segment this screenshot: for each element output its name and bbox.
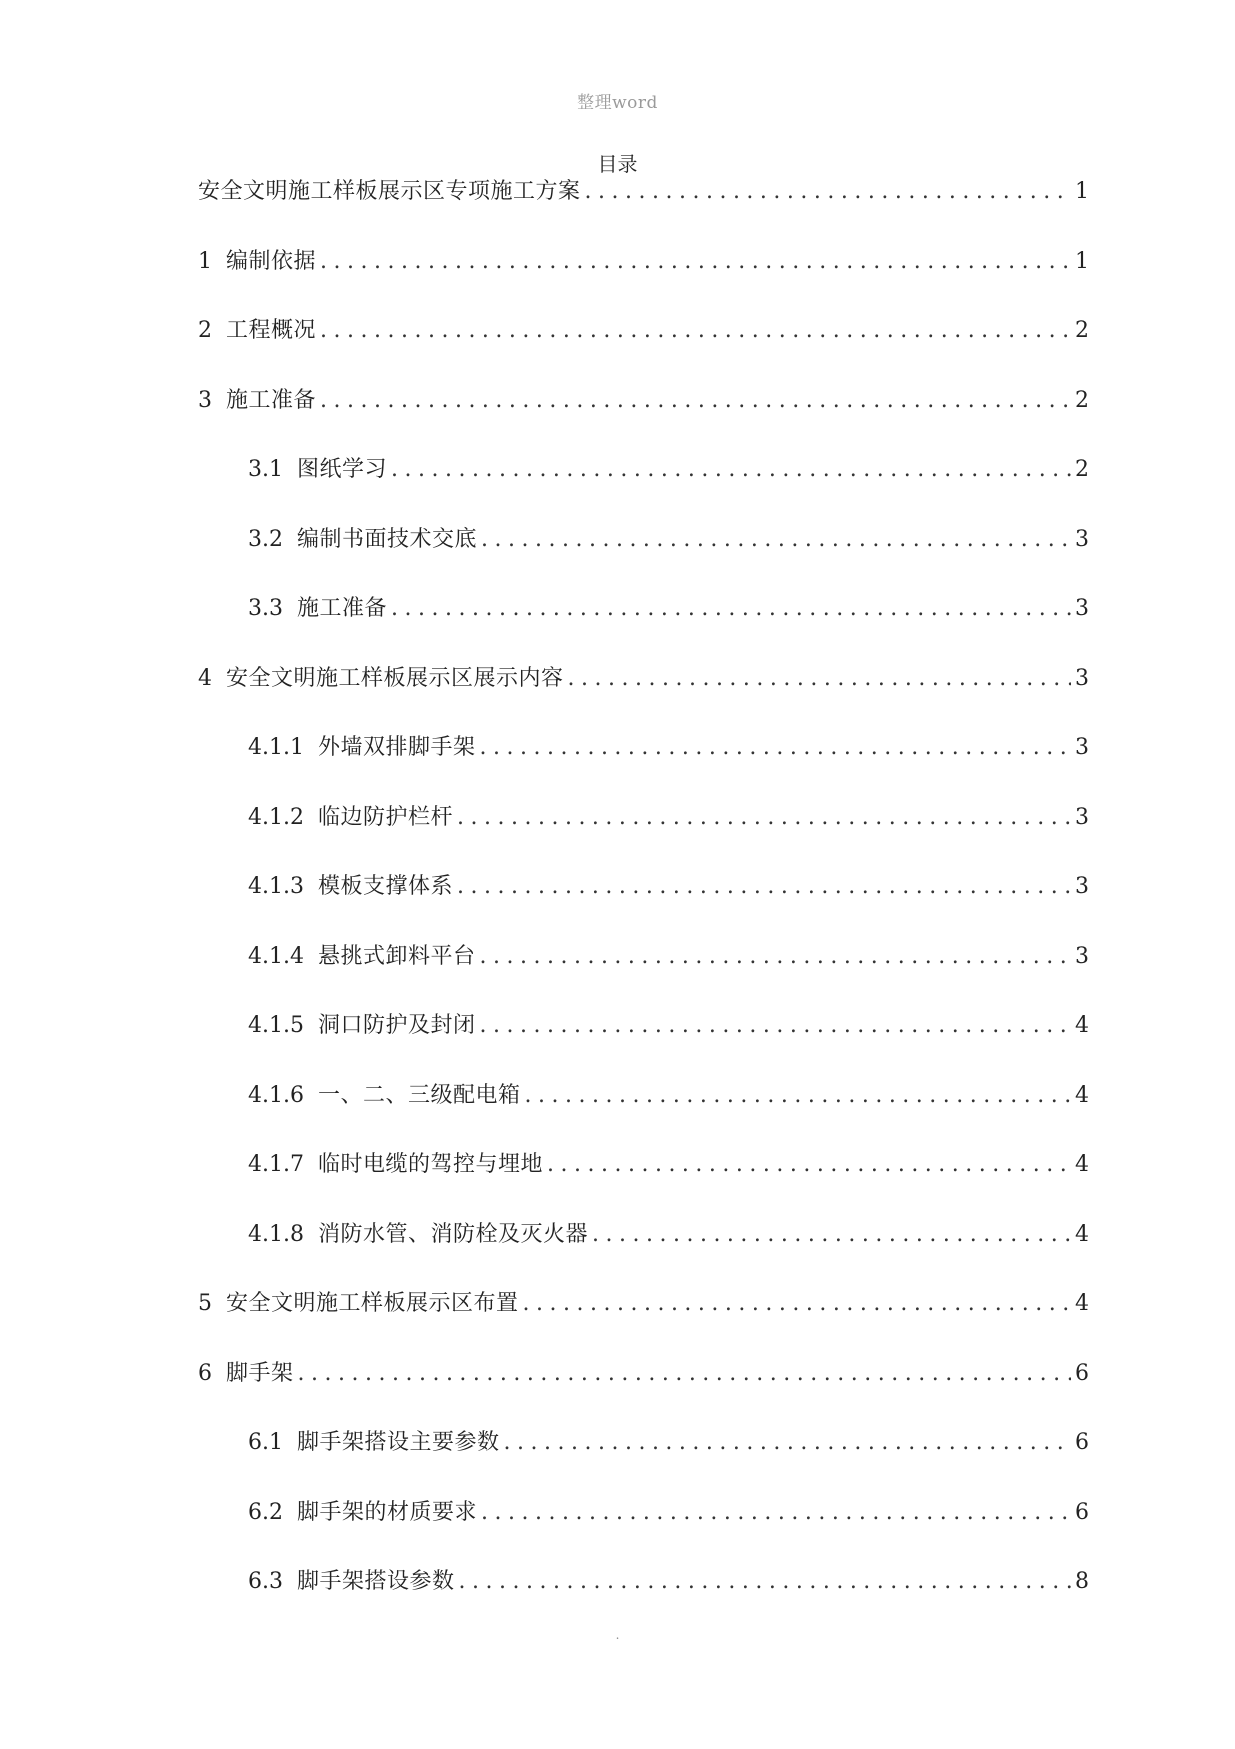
toc-entry-page-number: 4: [1075, 1291, 1089, 1316]
toc-entry[interactable]: [198, 385, 1089, 455]
toc-entry[interactable]: [198, 1219, 1089, 1289]
toc-entry-number: 3.3: [248, 596, 283, 621]
toc-dot-leader: [320, 246, 1071, 278]
toc-entry[interactable]: [198, 315, 1089, 385]
toc-entry-page-number: 3: [1075, 526, 1089, 552]
toc-entry[interactable]: [198, 941, 1089, 1011]
toc-dot-leader: [504, 1427, 1071, 1459]
toc-entry-title: 安全文明施工样板展示区专项施工方案: [198, 179, 581, 204]
toc-entry-number: 1: [198, 248, 212, 274]
toc-dot-leader: [457, 871, 1071, 903]
toc-entry-title: 外墙双排脚手架: [317, 735, 476, 760]
footer-mark: .: [615, 1628, 620, 1642]
toc-entry[interactable]: [198, 663, 1089, 733]
toc-entry-page-number: 6: [1075, 1499, 1089, 1525]
toc-entry-title: 工程概况: [226, 318, 317, 343]
toc-entry[interactable]: [198, 732, 1089, 802]
toc-entry-page-number: 2: [1075, 318, 1089, 343]
toc-entry-page-number: 3: [1075, 665, 1089, 691]
toc-dot-leader: [481, 1497, 1071, 1529]
toc-dot-leader: [320, 385, 1071, 417]
toc-entry[interactable]: [198, 802, 1089, 872]
toc-entry-page-number: 3: [1075, 735, 1089, 760]
toc-entry[interactable]: [198, 1427, 1089, 1497]
toc-entry-title: 编制书面技术交底: [297, 526, 478, 552]
toc-entry-title: 编制依据: [226, 248, 317, 274]
toc-entry[interactable]: [198, 1566, 1089, 1636]
toc-entry-title: 图纸学习: [297, 457, 388, 482]
toc-entry[interactable]: [198, 1149, 1089, 1219]
toc-dot-leader: [480, 732, 1072, 764]
toc-entry-number: 3.2: [248, 526, 283, 552]
toc-entry[interactable]: [198, 1010, 1089, 1080]
toc-entry-number: 6.2: [248, 1499, 283, 1525]
toc-entry-page-number: 4: [1075, 1082, 1089, 1108]
toc-entry-title: 临时电缆的驾控与埋地: [317, 1152, 543, 1177]
toc-entry[interactable]: [198, 871, 1089, 941]
toc-dot-leader: [480, 941, 1072, 973]
toc-entry[interactable]: [198, 1358, 1089, 1428]
toc-entry-number: 4.1.8: [248, 1221, 304, 1247]
toc-entry-page-number: 8: [1075, 1569, 1089, 1594]
toc-entry-title: 脚手架的材质要求: [297, 1499, 478, 1525]
toc-entry-number: 4.1.1: [248, 735, 304, 760]
toc-entry-title: 脚手架搭设参数: [297, 1569, 455, 1594]
toc-dot-leader: [298, 1358, 1071, 1390]
toc-dot-leader: [391, 454, 1071, 486]
toc-entry-page-number: 6: [1075, 1430, 1089, 1455]
toc-entry-title: 模板支撑体系: [317, 874, 453, 899]
toc-dot-leader: [320, 315, 1071, 347]
toc-entry-page-number: 3: [1075, 596, 1089, 621]
toc-entry-number: 3: [198, 387, 212, 413]
toc-entry-title: 洞口防护及封闭: [317, 1013, 476, 1038]
toc-entry-title: 悬挑式卸料平台: [317, 943, 476, 969]
toc-entry-title: 临边防护栏杆: [317, 804, 453, 830]
toc-entry-number: 6.1: [248, 1430, 283, 1455]
toc-dot-leader: [547, 1149, 1071, 1181]
toc-entry-page-number: 4: [1075, 1152, 1089, 1177]
toc-entry-page-number: 2: [1075, 457, 1089, 482]
toc-entry-title: 施工准备: [297, 596, 388, 621]
toc-entry[interactable]: [198, 1080, 1089, 1150]
toc-entry-number: 4: [198, 665, 212, 691]
toc-entry-number: 4.1.7: [248, 1152, 304, 1177]
toc-entry-page-number: 4: [1075, 1013, 1089, 1038]
toc-entry-title: 消防水管、消防栓及灭火器: [317, 1221, 588, 1247]
toc-entry[interactable]: [198, 454, 1089, 524]
toc-entry[interactable]: [198, 1497, 1089, 1567]
toc-entry-title: 施工准备: [226, 387, 317, 413]
toc-dot-leader: [592, 1219, 1071, 1251]
toc-entry-number: 5: [198, 1291, 212, 1316]
toc-entry-page-number: 6: [1075, 1360, 1089, 1386]
toc-dot-leader: [480, 1010, 1072, 1042]
toc-dot-leader: [391, 593, 1071, 625]
toc-entry-page-number: 2: [1075, 387, 1089, 413]
toc-entry[interactable]: [198, 246, 1089, 316]
toc-entry-title: 脚手架: [226, 1360, 294, 1386]
toc-dot-leader: [568, 663, 1071, 695]
toc-entry[interactable]: [198, 176, 1089, 246]
page-header-watermark: 整理word: [577, 93, 658, 113]
toc-entry-number: 4.1.4: [248, 943, 304, 969]
toc-entry-number: 4.1.6: [248, 1082, 304, 1108]
toc-entry-number: 4.1.5: [248, 1013, 304, 1038]
toc-dot-leader: [523, 1288, 1071, 1320]
toc-entry-number: 3.1: [248, 457, 283, 482]
toc-dot-leader: [525, 1080, 1072, 1112]
toc-entry-number: 4.1.2: [248, 804, 304, 830]
toc-entry-page-number: 1: [1075, 179, 1089, 204]
toc-entry-number: 6: [198, 1360, 212, 1386]
toc-entry-page-number: 1: [1075, 248, 1089, 274]
toc-dot-leader: [481, 524, 1071, 556]
toc-dot-leader: [585, 176, 1071, 208]
table-of-contents: [198, 176, 1089, 1636]
toc-title: 目录: [597, 152, 638, 176]
toc-entry[interactable]: [198, 524, 1089, 594]
toc-entry-number: 6.3: [248, 1569, 283, 1594]
toc-entry-page-number: 3: [1075, 874, 1089, 899]
toc-entry-number: 2: [198, 318, 212, 343]
toc-entry[interactable]: [198, 1288, 1089, 1358]
toc-entry-number: 4.1.3: [248, 874, 304, 899]
toc-entry-page-number: 3: [1075, 943, 1089, 969]
toc-entry-page-number: 4: [1075, 1221, 1089, 1247]
toc-entry-title: 安全文明施工样板展示区布置: [226, 1291, 519, 1316]
toc-entry-title: 安全文明施工样板展示区展示内容: [226, 665, 564, 691]
toc-entry-page-number: 3: [1075, 804, 1089, 830]
toc-entry-title: 一、二、三级配电箱: [317, 1082, 521, 1108]
toc-dot-leader: [459, 1566, 1071, 1598]
toc-entry-title: 脚手架搭设主要参数: [297, 1430, 500, 1455]
toc-dot-leader: [457, 802, 1071, 834]
toc-entry[interactable]: [198, 593, 1089, 663]
